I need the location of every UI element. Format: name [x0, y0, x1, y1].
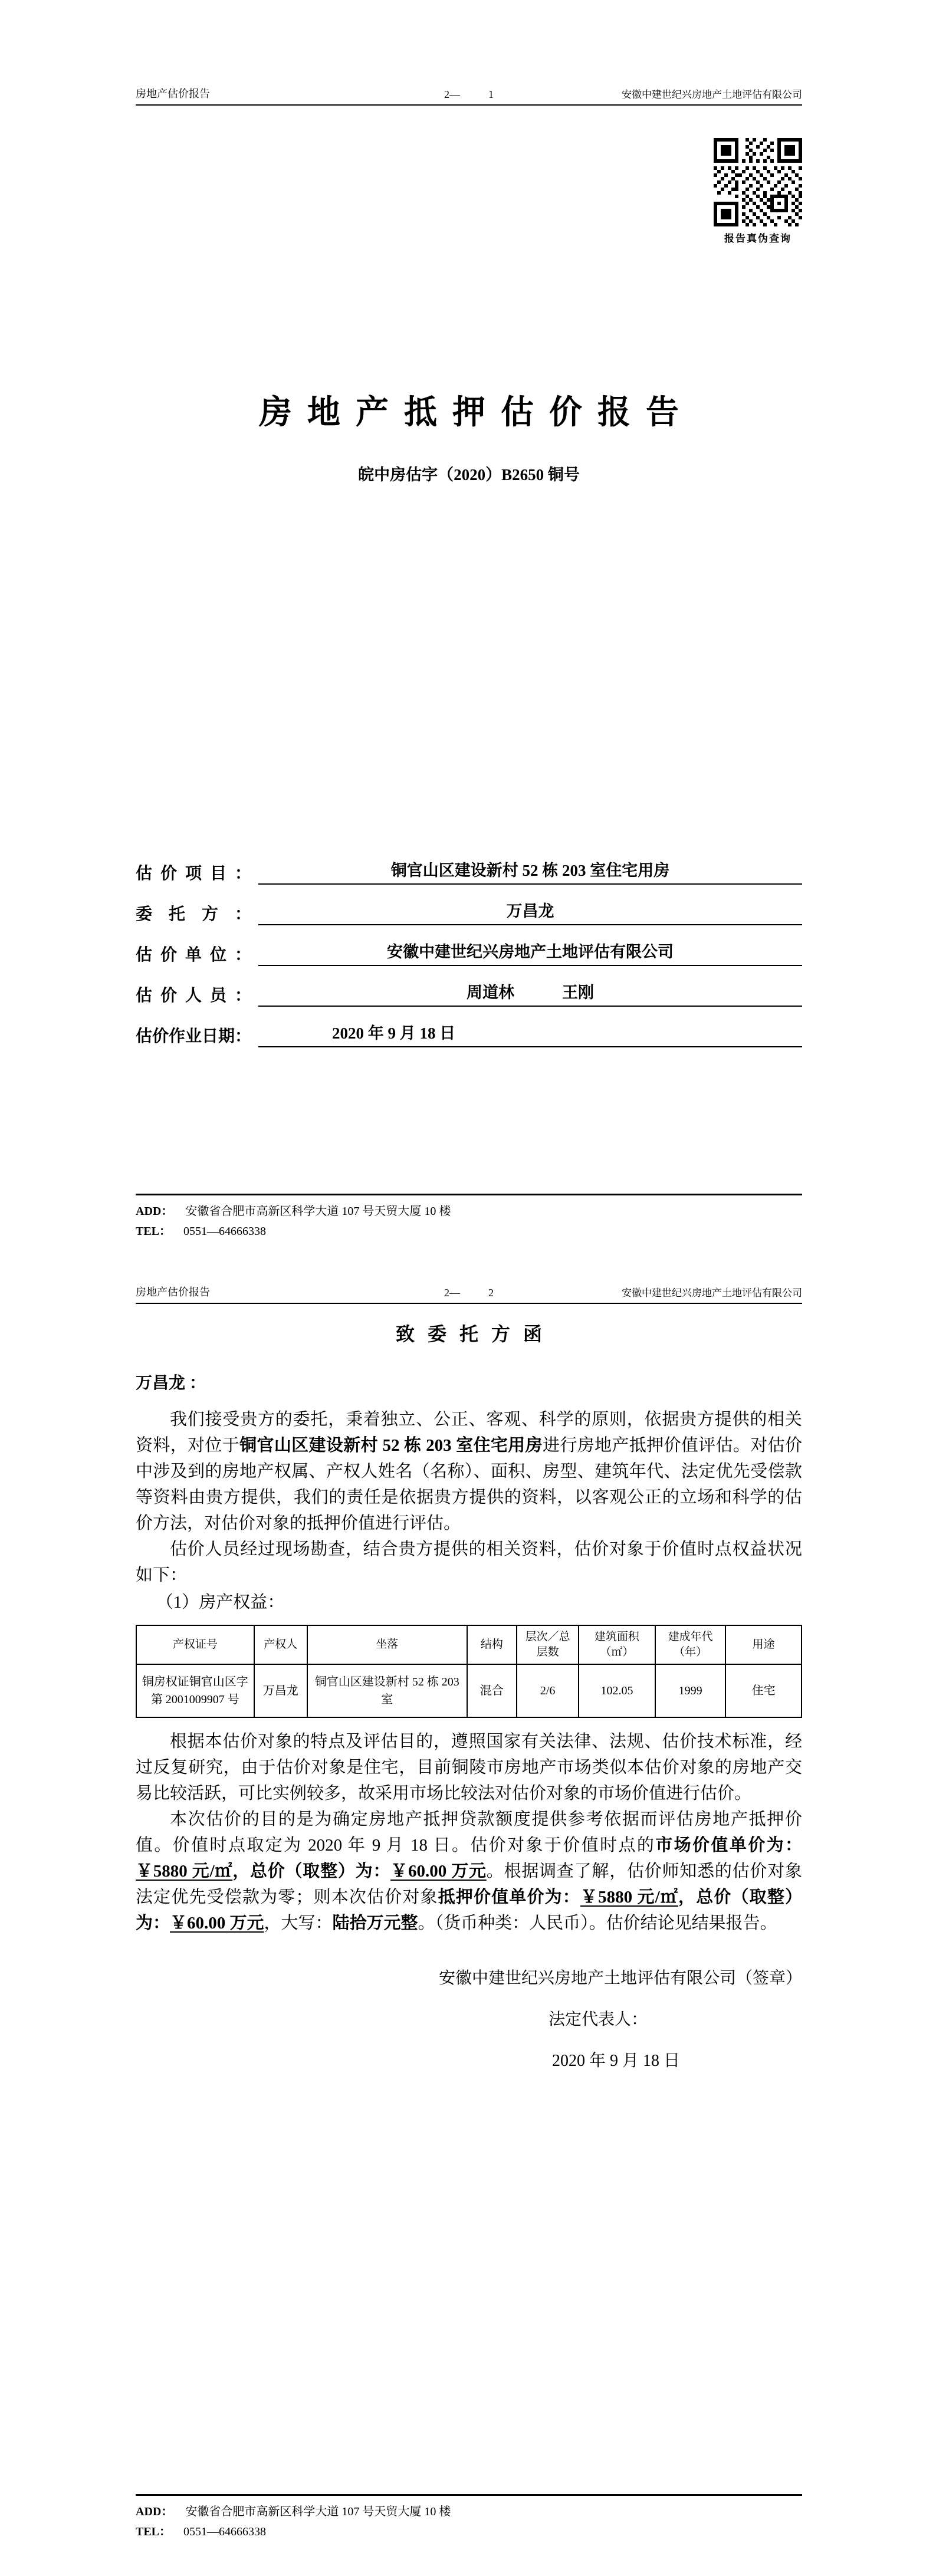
field-row-appraisal-agency: [136, 941, 802, 966]
mortgage-total-price: ￥60.00 万元: [170, 1914, 264, 1933]
header-page-number: [444, 88, 494, 101]
qr-code-icon: [714, 138, 802, 226]
field-value: 铜官山区建设新村 52 栋 203 室住宅用房: [258, 859, 802, 885]
paragraph-text: 本次估价的目的是为确定房地产抵押贷款额度提供参考依据而评估房地产抵押价值。价值时点取定为 2020 年 9 月 18 日。估价对象于价值时点的: [136, 1810, 802, 1855]
field-row-appraisal-date: [136, 1022, 802, 1047]
table-header-cell: 坐落: [307, 1625, 467, 1664]
footer-address: 安徽省合肥市高新区科学大道 107 号天贸大厦 10 楼: [185, 2505, 451, 2518]
header-page-total: 2—: [444, 1287, 460, 1299]
paragraph-text: 。根据调查了解，估价师知悉的估价对象法定优先受偿款为零；则本次估价对象: [136, 1862, 802, 1907]
footer-address: 安徽省合肥市高新区科学大道 107 号天贸大厦 10 楼: [185, 1205, 451, 1218]
field-value: 万昌龙: [258, 900, 802, 925]
market-unit-price: ￥5880 元/㎡: [136, 1862, 233, 1881]
table-header-cell: 层次／总层数: [517, 1625, 579, 1664]
footer-tel-number: 0551—64666338: [183, 1225, 267, 1238]
qr-block: [136, 138, 802, 245]
footer-tel-label: TEL：: [136, 1225, 172, 1238]
market-value-label-bold: 市场价值单价为：: [655, 1836, 802, 1855]
legal-representative: 法定代表人：: [549, 2010, 648, 2029]
field-label: 估价单位：: [136, 946, 251, 964]
mortgage-unit-price: ￥5880 元/㎡: [580, 1888, 679, 1907]
header-page-total: 2—: [444, 88, 460, 100]
qr-caption: 报告真伪查询: [724, 233, 792, 244]
header-page-current: 1: [488, 88, 494, 100]
footer-tel-line: [136, 2522, 802, 2542]
field-label: 委托方：: [136, 905, 251, 924]
table-cell-location: 铜官山区建设新村 52 栋 203 室: [307, 1664, 467, 1717]
footer-address-line: [136, 1201, 802, 1221]
header-doc-title: 房地产估价报告: [136, 88, 210, 100]
paragraph-survey: 估价人员经过现场勘查，结合贵方提供的相关资料，估价对象于价值时点权益状况如下：: [136, 1540, 802, 1585]
header-doc-title: 房地产估价报告: [136, 1286, 210, 1298]
paragraph-method: 根据本估价对象的特点及评估目的，遵照国家有关法律、法规、估价技术标准，经过反复研究，由于估价对象是住宅，目前铜陵市房地产市场类似本估价对象的房地产交易比较活跃，可比实例较多，故采用市场比较法对估价对象的市场价值进行估价。: [136, 1732, 802, 1803]
table-header-cell: 结构: [467, 1625, 517, 1664]
field-row-client: [136, 900, 802, 925]
document-number: 皖中房估字（2020）B2650 铜号: [358, 466, 580, 484]
page-footer: [136, 2494, 802, 2542]
footer-add-label: ADD：: [136, 2505, 173, 2518]
field-row-appraisal-project: [136, 859, 802, 885]
header-company-name: 安徽中建世纪兴房地产土地评估有限公司: [622, 89, 802, 100]
field-value: 安徽中建世纪兴房地产土地评估有限公司: [258, 941, 802, 966]
property-rights-table: [136, 1625, 802, 1718]
paragraph-text: 。（货币种类：人民币）。估价结论见结果报告。: [418, 1914, 777, 1933]
total-price-label-bold: ，总价（取整）为：: [136, 1888, 802, 1933]
footer-address-line: [136, 2502, 802, 2522]
page-header: [136, 86, 802, 106]
header-page-number: [444, 1287, 494, 1299]
paragraph-valuation-result: [136, 1806, 802, 1936]
salutation: 万昌龙 ：: [136, 1374, 206, 1392]
mortgage-value-label-bold: 抵押价值单价为：: [438, 1888, 580, 1907]
footer-add-label: ADD：: [136, 1205, 173, 1218]
paragraph-text: 我们接受贵方的委托，秉着独立、公正、客观、科学的原则，依据贵方提供的相关资料，对位于: [136, 1410, 802, 1455]
table-header-cell: 建筑面积（㎡）: [579, 1625, 655, 1664]
report-title: 房地产抵押估价报告: [259, 395, 694, 431]
total-price-label-bold: ，总价（取整）为：: [232, 1862, 391, 1881]
header-page-current: 2: [488, 1287, 494, 1299]
company-signature: 安徽中建世纪兴房地产土地评估有限公司（签章）: [438, 1969, 802, 1987]
amount-in-words-bold: 陆拾万元整: [332, 1914, 418, 1933]
page-header: [136, 1284, 802, 1304]
table-cell-year: 1999: [655, 1664, 726, 1717]
field-value: 周道林 王刚: [258, 981, 802, 1007]
table-header-cell: 产权人: [254, 1625, 307, 1664]
letter-title: 致委托方函: [395, 1323, 555, 1345]
page-footer: [136, 1194, 802, 1241]
table-cell-structure: 混合: [467, 1664, 517, 1717]
table-cell-certificate-no: 铜房权证铜官山区字第 2001009907 号: [136, 1664, 254, 1717]
field-label: 估价作业日期：: [136, 1027, 252, 1046]
table-row: [136, 1664, 802, 1717]
table-cell-owner: 万昌龙: [254, 1664, 307, 1717]
table-cell-area: 102.05: [579, 1664, 655, 1717]
table-header-row: [136, 1625, 802, 1664]
field-label: 估价人员：: [136, 987, 251, 1005]
footer-tel-label: TEL：: [136, 2525, 172, 2538]
signature-date: 2020 年 9 月 18 日: [552, 2052, 681, 2070]
table-header-cell: 产权证号: [136, 1625, 254, 1664]
table-header-cell: 建成年代（年）: [655, 1625, 726, 1664]
field-value: 2020 年 9 月 18 日: [258, 1022, 802, 1047]
paragraph-text: 进行房地产抵押价值评估。对估价中涉及到的房地产权属、产权人姓名（名称）、面积、房型、建筑年代、法定优先受偿款等资料由贵方提供，我们的责任是依据贵方提供的资料，以客观公正的立场和科学的估价方法，对估价对象的抵押价值进行评估。: [136, 1436, 802, 1533]
field-label: 估价项目：: [136, 865, 251, 883]
footer-tel-number: 0551—64666338: [183, 2525, 267, 2538]
paragraph-engagement: [136, 1407, 802, 1536]
header-company-name: 安徽中建世纪兴房地产土地评估有限公司: [622, 1287, 802, 1299]
signature-block: [136, 1967, 802, 2073]
paragraph-rights-heading: （1）房产权益：: [156, 1593, 285, 1612]
footer-tel-line: [136, 1221, 802, 1241]
subject-property-bold: 铜官山区建设新村 52 栋 203 室住宅用房: [239, 1436, 543, 1455]
table-cell-use: 住宅: [725, 1664, 802, 1717]
table-header-cell: 用途: [725, 1625, 802, 1664]
market-total-price: ￥60.00 万元: [390, 1862, 487, 1881]
paragraph-text: ，大写：: [264, 1914, 333, 1933]
cover-fields: [136, 859, 802, 1047]
field-row-appraisers: [136, 981, 802, 1007]
table-cell-floor: 2/6: [517, 1664, 579, 1717]
